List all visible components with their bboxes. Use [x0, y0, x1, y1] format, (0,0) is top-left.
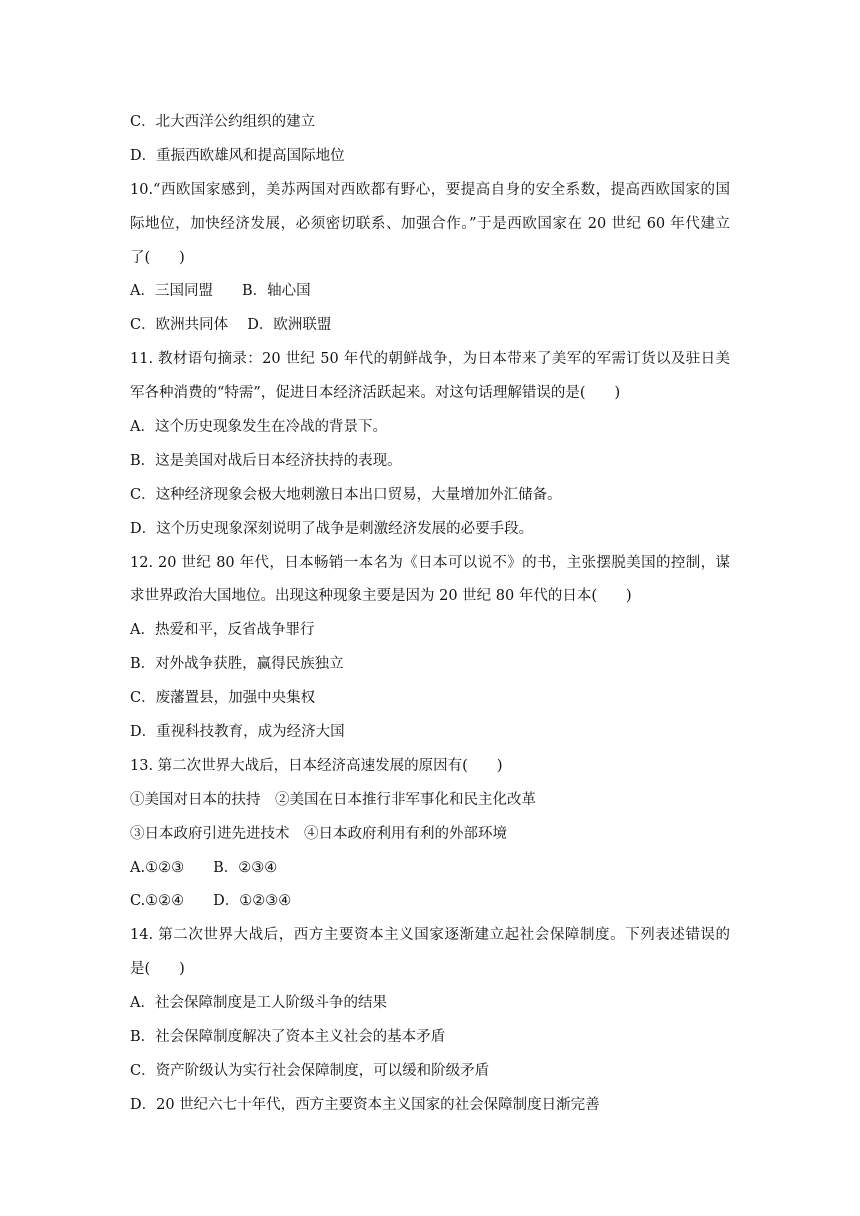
question-11-option-a: A．这个历史现象发生在冷战的背景下。	[130, 419, 387, 436]
question-13-statements-34: ③日本政府引进先进技术 ④日本政府利用有利的外部环境	[130, 825, 507, 842]
question-10-stem-line-3: 了( )	[130, 249, 185, 266]
question-10-options-ab: A．三国同盟 B．轴心国	[130, 283, 311, 300]
question-10-stem-line-1: 10.“西欧国家感到，美苏两国对西欧都有野心，要提高自身的安全系数，提高西欧国家的国	[130, 181, 730, 198]
question-12-option-a: A．热爱和平，反省战争罪行	[130, 622, 315, 639]
question-13-stem: 13. 第二次世界大战后，日本经济高速发展的原因有( )	[130, 757, 503, 774]
question-13-statements-12: ①美国对日本的扶持 ②美国在日本推行非军事化和民主化改革	[130, 791, 536, 808]
question-11-stem-line-1: 11. 教材语句摘录：20 世纪 50 年代的朝鲜战争，为日本带来了美军的军需订货以及驻日美	[130, 351, 730, 368]
question-11-option-c: C．这种经济现象会极大地刺激日本出口贸易，大量增加外汇储备。	[130, 486, 562, 503]
question-14-option-c: C．资产阶级认为实行社会保障制度，可以缓和阶级矛盾	[130, 1062, 490, 1079]
question-10-stem-line-2: 际地位，加快经济发展，必须密切联系、加强合作。”于是西欧国家在 20 世纪 60 年代建立	[130, 215, 730, 232]
exam-questions	[130, 106, 730, 1123]
question-11-option-d: D．这个历史现象深刻说明了战争是刺激经济发展的必要手段。	[130, 520, 534, 537]
question-14-stem-line-1: 14. 第二次世界大战后，西方主要资本主义国家逐渐建立起社会保障制度。下列表述错误的	[130, 927, 730, 944]
question-12-stem-line-1: 12. 20 世纪 80 年代，日本畅销一本名为《日本可以说不》的书，主张摆脱美国的控制，谋	[130, 554, 730, 571]
question-10-options-cd: C．欧洲共同体 D．欧洲联盟	[130, 317, 332, 334]
question-14-option-d: D．20 世纪六七十年代，西方主要资本主义国家的社会保障制度日渐完善	[130, 1096, 600, 1113]
question-14-option-a: A．社会保障制度是工人阶级斗争的结果	[130, 995, 387, 1012]
option-d-q9: D．重振西欧雄风和提高国际地位	[130, 147, 345, 164]
option-c-q9: C．北大西洋公约组织的建立	[130, 114, 316, 130]
question-12-option-b: B．对外战争获胜，赢得民族独立	[130, 656, 344, 673]
question-13-options-ab: A.①②③ B．②③④	[130, 859, 278, 876]
question-14-stem-line-2: 是( )	[130, 961, 185, 978]
question-12-option-d: D．重视科技教育，成为经济大国	[130, 724, 345, 741]
question-11-option-b: B．这是美国对战后日本经济扶持的表现。	[130, 452, 402, 469]
question-11-stem-line-2: 军各种消费的“特需”，促进日本经济活跃起来。对这句话理解错误的是( )	[130, 385, 621, 402]
question-12-option-c: C．废藩置县，加强中央集权	[130, 690, 316, 707]
question-14-option-b: B．社会保障制度解决了资本主义社会的基本矛盾	[130, 1029, 446, 1046]
question-12-stem-line-2: 求世界政治大国地位。出现这种现象主要是因为 20 世纪 80 年代的日本( )	[130, 588, 632, 605]
question-13-options-cd: C.①②④ D．①②③④	[130, 893, 292, 910]
